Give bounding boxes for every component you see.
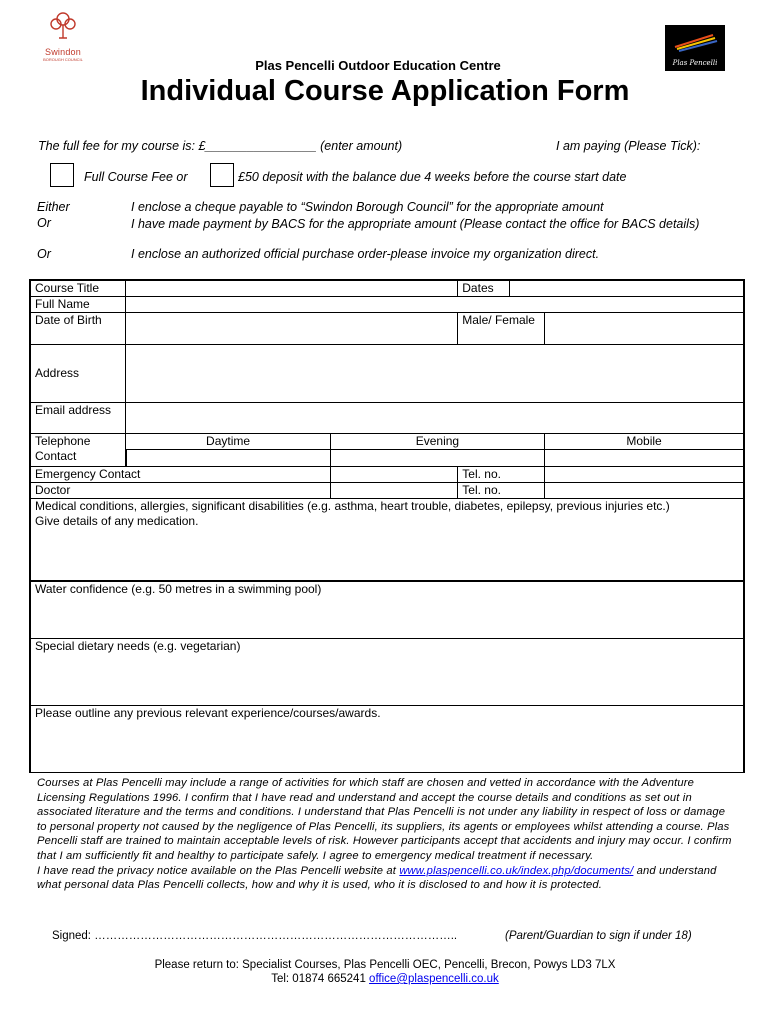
emergency-tel-label: Tel. no. — [458, 467, 545, 483]
experience-label: Please outline any previous relevant experience/courses/awards. — [35, 706, 381, 720]
mountain-stripes-icon — [665, 25, 725, 55]
course-title-label: Course Title — [30, 280, 126, 297]
dates-field[interactable] — [510, 280, 744, 297]
deposit-label: £50 deposit with the balance due 4 weeks before the course start date — [238, 170, 627, 184]
terms-text: Courses at Plas Pencelli may include a range of activities for which staff are chosen and vetted in accordance with the Adventure Licensing Regulations 1996. I confirm that I have read and understand and accept the course details and conditions as set out in associated literature and the terms and conditions. I understand that Plas Pencelli is not under any liability in respect of loss or damage to personal property not caused by the negligence of Plas Pencelli, its suppliers, its agents or employees whilst attending a course. Plas Pencelli staff are trained to maintain acceptable levels of risk. However participants accept that accidents and injury may occur. I confirm that I am sufficiently fit and healthy to participate safely. I agree to emergency medical treatment if necessary. — [37, 777, 732, 862]
swindon-tagline: BOROUGH COUNCIL — [43, 57, 83, 62]
doctor-tel-field[interactable] — [545, 483, 744, 499]
application-form-table — [29, 279, 745, 773]
signature-line[interactable]: Signed: ………………………………………………………………………………….. — [52, 930, 458, 942]
privacy-notice-link[interactable]: www.plaspencelli.co.uk/index.php/documents/ — [399, 864, 634, 877]
medical-conditions-label: Medical conditions, allergies, significant disabilities (e.g. asthma, heart trouble, diabetes, epilepsy, previous injuries etc.) — [35, 499, 670, 513]
fee-line: The full fee for my course is: £________________ (enter amount) — [38, 139, 403, 153]
medical-conditions-field[interactable] — [30, 499, 744, 581]
email-field[interactable] — [126, 403, 744, 434]
doctor-tel-label: Tel. no. — [458, 483, 545, 499]
contact-line — [0, 972, 770, 986]
payment-bacs-text: I have made payment by BACS for the appropriate amount (Please contact the office for BACS details) — [131, 217, 700, 231]
payment-label-or-bacs: Or — [37, 216, 51, 230]
course-title-field[interactable] — [126, 280, 458, 297]
mobile-field[interactable] — [545, 450, 744, 467]
address-label: Address — [30, 345, 126, 403]
email-label: Email address — [30, 403, 126, 434]
address-field[interactable] — [126, 345, 744, 403]
daytime-field[interactable] — [126, 450, 330, 467]
centre-subtitle: Plas Pencelli Outdoor Education Centre — [255, 58, 501, 73]
medication-label: Give details of any medication. — [35, 514, 199, 528]
return-address — [0, 958, 770, 986]
privacy-prefix: I have read the privacy notice available on the Plas Pencelli website at — [37, 864, 397, 877]
payment-po-text: I enclose an authorized official purchase order-please invoice my organization direct. — [131, 247, 600, 261]
water-confidence-field[interactable] — [30, 581, 744, 639]
privacy-suffix: and understand what personal data Plas Pencelli collects, how and why it is used, who it is disclosed to and how it is protected. — [37, 864, 717, 892]
telephone-label: Telephone Contact — [30, 434, 126, 467]
telephone-number: Tel: 01874 665241 — [271, 973, 366, 985]
doctor-field[interactable] — [330, 483, 458, 499]
office-email-link[interactable]: office@plaspencelli.co.uk — [369, 973, 499, 985]
dietary-needs-label: Special dietary needs (e.g. vegetarian) — [35, 639, 241, 653]
emergency-contact-field[interactable] — [330, 467, 458, 483]
deposit-checkbox[interactable] — [210, 163, 234, 187]
emergency-tel-field[interactable] — [545, 467, 744, 483]
signature-note: (Parent/Guardian to sign if under 18) — [505, 930, 692, 942]
page-title: Individual Course Application Form — [140, 75, 630, 107]
payment-cheque-text: I enclose a cheque payable to “Swindon Borough Council” for the appropriate amount — [131, 200, 604, 214]
sex-label: Male/ Female — [458, 313, 545, 345]
dietary-needs-field[interactable] — [30, 639, 744, 706]
payment-label-or-po: Or — [37, 247, 51, 261]
swindon-brand: Swindon — [45, 47, 81, 57]
emergency-contact-label: Emergency Contact — [30, 467, 330, 483]
full-fee-checkbox[interactable] — [50, 163, 74, 187]
evening-label: Evening — [330, 434, 544, 450]
full-fee-label: Full Course Fee or — [84, 170, 188, 184]
paying-label: I am paying (Please Tick): — [556, 139, 701, 153]
full-name-label: Full Name — [30, 297, 126, 313]
mobile-label: Mobile — [545, 434, 744, 450]
terms-paragraph — [37, 776, 737, 893]
dob-field[interactable] — [126, 313, 458, 345]
plas-pencelli-brand: Plas Pencelli — [672, 59, 718, 67]
experience-field[interactable] — [30, 706, 744, 773]
doctor-label: Doctor — [30, 483, 330, 499]
evening-field[interactable] — [330, 450, 544, 467]
payment-label-either: Either — [37, 200, 70, 214]
water-confidence-label: Water confidence (e.g. 50 metres in a swimming pool) — [35, 581, 322, 596]
dob-label: Date of Birth — [30, 313, 126, 345]
dates-label: Dates — [458, 280, 510, 297]
daytime-label: Daytime — [126, 434, 330, 450]
return-address-text: Please return to: Specialist Courses, Plas Pencelli OEC, Pencelli, Brecon, Powys LD3 7LX — [154, 959, 616, 971]
tree-emblem-icon — [46, 10, 80, 42]
sex-field[interactable] — [545, 313, 744, 345]
full-name-field[interactable] — [126, 297, 744, 313]
